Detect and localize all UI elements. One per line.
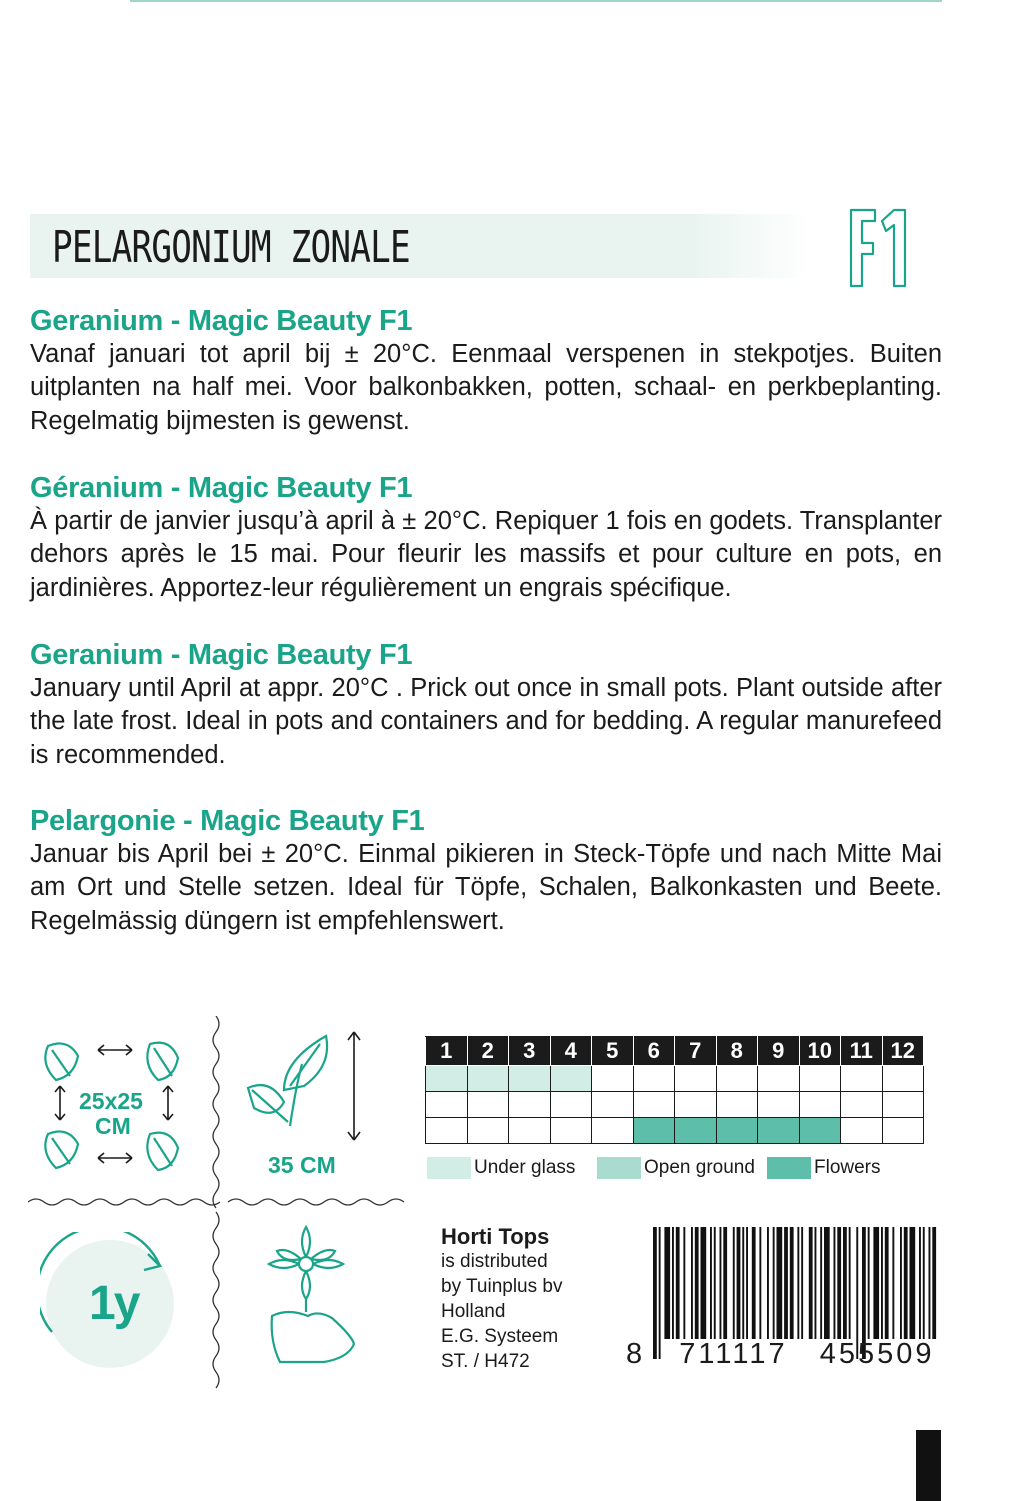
barcode-bar: [797, 1227, 799, 1339]
barcode-bar: [837, 1227, 841, 1339]
legend-swatch: [427, 1157, 471, 1179]
barcode-bar: [881, 1227, 883, 1339]
month-cell: 6: [633, 1037, 675, 1066]
spacing-unit-label: CM: [95, 1113, 131, 1139]
calendar-cell: [716, 1092, 758, 1118]
calendar-row-under-glass: [426, 1066, 924, 1092]
barcode-bar: [868, 1227, 870, 1339]
section-body: Vanaf januari tot april bij ± 20°C. Eenmaal verspenen in stekpotjes. Buiten uitplanten na half mei. Voor balkonbakken, potten, schaal- en perkbeplanting. Regelmatig bijmesten is gewenst.: [30, 340, 942, 435]
barcode-bar: [759, 1227, 761, 1339]
barcode-bar: [843, 1227, 847, 1339]
species-title: PELARGONIUM ZONALE: [52, 222, 410, 273]
barcode-bar: [695, 1227, 699, 1339]
legend-swatch: [767, 1157, 811, 1179]
section-german: [30, 804, 942, 938]
distributor-line: by Tuinplus bv: [441, 1276, 563, 1297]
month-cell: 9: [758, 1037, 800, 1066]
spacing-label: 25x25: [79, 1088, 143, 1114]
barcode-bar: [904, 1227, 908, 1339]
distributor-line: ST. / H472: [441, 1351, 530, 1372]
f1-badge: [848, 207, 910, 289]
legend-open-ground: [597, 1157, 755, 1179]
calendar-cell: [509, 1092, 551, 1118]
calendar-cell: [509, 1066, 551, 1092]
barcode-bar: [683, 1227, 685, 1339]
calendar-cell: [426, 1118, 468, 1144]
barcode-bar: [720, 1227, 722, 1339]
distributor-info: [441, 1224, 562, 1374]
barcode-bar: [815, 1227, 817, 1339]
barcode-bar: [820, 1227, 822, 1339]
brand-name: Horti Tops: [441, 1224, 550, 1249]
calendar-cell: [467, 1092, 509, 1118]
section-body: January until April at appr. 20°C . Prick out once in small pots. Plant outside after the late frost. Ideal in pots and containers and for bedding. A regular manurefeed is recommended.: [30, 674, 942, 769]
month-cell: 4: [550, 1037, 592, 1066]
barcode-bar: [932, 1227, 936, 1339]
month-cell: 1: [426, 1037, 468, 1066]
calendar-cell: [882, 1118, 924, 1144]
barcode-bar: [733, 1227, 735, 1339]
legend-label: Open ground: [644, 1157, 755, 1178]
month-cell: 5: [592, 1037, 634, 1066]
barcode-number: [626, 1338, 935, 1371]
legend-label: Flowers: [814, 1157, 881, 1178]
calendar-cell: [799, 1066, 841, 1092]
calendar-cell: [550, 1066, 592, 1092]
month-cell: 3: [509, 1037, 551, 1066]
calendar-cell: [799, 1092, 841, 1118]
calendar-header-row: [426, 1037, 924, 1066]
barcode-bar: [790, 1227, 794, 1339]
calendar-cell: [592, 1092, 634, 1118]
barcode-bar: [767, 1227, 769, 1339]
calendar-cell: [716, 1118, 758, 1144]
barcode-bar: [752, 1227, 756, 1339]
calendar-cell: [675, 1092, 717, 1118]
calendar-cell: [799, 1118, 841, 1144]
section-heading: Pelargonie - Magic Beauty F1: [30, 805, 425, 837]
barcode-bar: [929, 1227, 931, 1339]
calendar-cell: [633, 1066, 675, 1092]
distributor-line: is distributed: [441, 1251, 548, 1272]
calendar-cell: [633, 1118, 675, 1144]
plant-height-icon: [244, 1026, 370, 1150]
barcode-bar: [691, 1227, 693, 1339]
section-english: [30, 638, 942, 772]
distributor-line: Holland: [441, 1301, 506, 1322]
barcode-bar: [923, 1227, 925, 1339]
calendar-row-flowers: [426, 1118, 924, 1144]
calendar-cell: [592, 1066, 634, 1092]
barcode-bar: [676, 1227, 680, 1339]
month-cell: 10: [799, 1037, 841, 1066]
barcode-bar: [919, 1227, 921, 1339]
barcode-bar: [723, 1227, 727, 1339]
month-cell: 12: [882, 1037, 924, 1066]
calendar-cell: [426, 1092, 468, 1118]
month-cell: 8: [716, 1037, 758, 1066]
section-body: À partir de janvier jusqu’à april à ± 20°C. Repiquer 1 fois en godets. Transplanter dehors après le 15 mai. Pour fleurir les massifs et pour culture en pots, en jardinières. Apportez-leur régulièrement un engrais spécifique.: [30, 507, 942, 602]
barcode-digits-right: 455509: [819, 1338, 935, 1370]
calendar-cell: [841, 1066, 883, 1092]
barcode-bar: [746, 1227, 748, 1339]
barcode-bar: [777, 1227, 783, 1339]
calendar-cell: [882, 1092, 924, 1118]
section-french: [30, 471, 942, 605]
barcode-bar: [910, 1227, 916, 1339]
calendar-cell: [509, 1118, 551, 1144]
calendar-cell: [633, 1092, 675, 1118]
barcode-bar: [664, 1227, 670, 1339]
section-body: Januar bis April bei ± 20°C. Einmal pikieren in Steck-Töpfe und nach Mitte Mai am Ort und Stelle setzen. Ideal für Töpfe, Schalen, Balkonkasten und Beete. Regelmässig düngern ist empfehlenswert.: [30, 840, 942, 935]
sowing-calendar: [425, 1036, 924, 1144]
barcode-bar: [885, 1227, 889, 1339]
section-heading: Geranium - Magic Beauty F1: [30, 639, 413, 671]
calendar-cell: [841, 1118, 883, 1144]
plant-height-label: 35 CM: [268, 1152, 336, 1178]
barcode-digit-first: 8: [626, 1338, 646, 1370]
section-heading: Geranium - Magic Beauty F1: [30, 305, 413, 337]
crop-mark: [916, 1430, 941, 1501]
legend-label: Under glass: [474, 1157, 576, 1178]
calendar-cell: [550, 1118, 592, 1144]
barcode-bar: [784, 1227, 788, 1339]
top-divider: [130, 0, 942, 2]
barcode-bar: [710, 1227, 712, 1339]
barcode-bar: [773, 1227, 775, 1339]
distributor-line: E.G. Systeem: [441, 1326, 559, 1347]
calendar-cell: [716, 1066, 758, 1092]
legend-swatch: [597, 1157, 641, 1179]
calendar-cell: [550, 1092, 592, 1118]
barcode-bar: [801, 1227, 803, 1339]
barcode-bar: [742, 1227, 744, 1339]
legend-flowers: [767, 1157, 881, 1179]
calendar-cell: [467, 1118, 509, 1144]
calendar-cell: [882, 1066, 924, 1092]
calendar-row-open-ground: [426, 1092, 924, 1118]
barcode-bar: [892, 1227, 894, 1339]
calendar-cell: [675, 1066, 717, 1092]
barcode-digits-left: 711117: [679, 1338, 788, 1370]
barcode-bar: [701, 1227, 707, 1339]
barcode-bar: [900, 1227, 902, 1339]
barcode-bar: [834, 1227, 836, 1339]
month-cell: 7: [675, 1037, 717, 1066]
calendar-cell: [592, 1118, 634, 1144]
wavy-divider-horizontal: [28, 1194, 406, 1210]
month-cell: 11: [841, 1037, 883, 1066]
calendar-cell: [758, 1092, 800, 1118]
flower-pot-icon: [262, 1222, 362, 1372]
barcode-bar: [849, 1227, 851, 1339]
barcode-bar: [809, 1227, 813, 1339]
calendar-cell: [758, 1118, 800, 1144]
legend-under-glass: [427, 1157, 575, 1179]
calendar-cell: [841, 1092, 883, 1118]
calendar-cell: [467, 1066, 509, 1092]
barcode-bar: [824, 1227, 830, 1339]
section-dutch: [30, 304, 942, 438]
f1-badge-text: F1: [879, 267, 881, 268]
calendar-cell: [426, 1066, 468, 1092]
barcode-bar: [737, 1227, 741, 1339]
barcode-bar: [714, 1227, 716, 1339]
barcode-bar: [672, 1227, 674, 1339]
lifecycle-label: 1y: [89, 1277, 139, 1330]
section-heading: Géranium - Magic Beauty F1: [30, 472, 413, 504]
month-cell: 2: [467, 1037, 509, 1066]
calendar-cell: [758, 1066, 800, 1092]
barcode-bar: [873, 1227, 879, 1339]
calendar-cell: [675, 1118, 717, 1144]
